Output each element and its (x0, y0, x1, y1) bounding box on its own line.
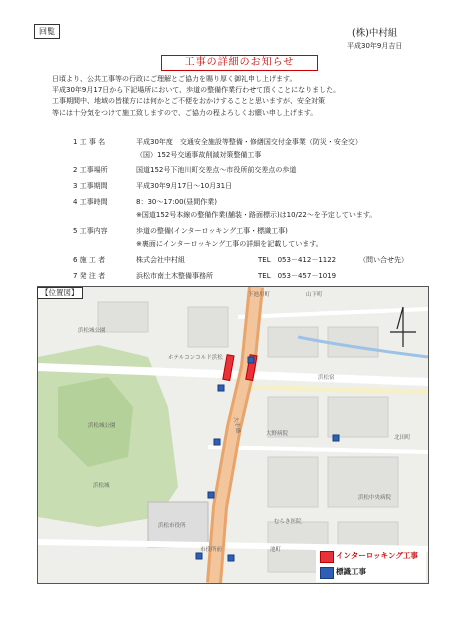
detail-value: 国道152号下池川町交差点〜市役所前交差点の歩道 (136, 166, 297, 174)
detail-note: ※裏面にインターロッキング工事の詳細を記載しています。 (136, 240, 323, 248)
detail-label: 1 工 事 名 (73, 138, 106, 146)
map-label: 浜松城公園 (88, 423, 116, 429)
map-label: 北田町 (394, 435, 411, 441)
detail-label: 2 工事場所 (73, 166, 108, 174)
map-heading: 【位置図】 (37, 287, 83, 299)
detail-value: 平成30年度 交通安全施設等整備・修繕国交付金事業（防災・安全交） (136, 138, 362, 146)
sign-marker (248, 357, 254, 363)
circulation-badge: 回覧 (34, 24, 60, 39)
legend-label-interlocking: インターロッキング工事 (336, 551, 418, 560)
detail-value: 平成30年9月17日〜10月31日 (136, 182, 233, 190)
detail-label: 5 工事内容 (73, 227, 108, 235)
map-label: 大手通 (232, 416, 241, 434)
intro-line: 日頃より、公共工事等の行政にご理解とご協力を賜り厚く御礼申し上げます。 (52, 75, 297, 83)
map-legend (316, 548, 426, 582)
map-label: ホテルコンコルド浜松 (168, 355, 223, 361)
sign-marker (208, 492, 214, 498)
map-label: 浜松城公園 (78, 328, 106, 334)
company-name: (株)中村組 (352, 28, 398, 39)
detail-value: （国）152号交通事故削減対策整備工事 (136, 151, 262, 159)
location-map (37, 286, 429, 584)
map-label: 浜松中央病院 (358, 495, 392, 501)
intro-paragraph (52, 74, 447, 119)
sign-marker (333, 435, 339, 441)
map-label: 池町 (270, 547, 282, 553)
sign-marker (218, 385, 224, 391)
map-label: 下池川町 (248, 292, 271, 298)
detail-label: 4 工事時間 (73, 198, 108, 206)
intro-line: 工事期間中、地域の皆様方には何かとご不便をおかけすることと思いますが、安全対策 (52, 97, 325, 106)
detail-value: 株式会社中村組 (136, 256, 185, 264)
map-label: 大野病院 (266, 431, 289, 437)
map-label: 市役所前 (200, 547, 223, 553)
contractor-note: （問い合せ先） (359, 256, 408, 264)
sign-marker (214, 439, 220, 445)
detail-label: 7 発 注 者 (73, 272, 106, 280)
detail-value: 浜松市南土木整備事務所 (136, 272, 213, 280)
intro-line: 等には十分気をつけて施工致しますので、ご協力の程よろしくお願い申し上げます。 (52, 108, 318, 117)
map-label: 浜松城 (93, 483, 110, 489)
legend-swatch-interlocking (320, 551, 334, 563)
legend-label-sign: 標識工事 (336, 567, 366, 576)
detail-label: 6 施 工 者 (73, 256, 106, 264)
detail-note: ※国道152号本線の整備作業(舗装・路面標示)は10/22〜を予定しています。 (136, 211, 377, 219)
map-label: むらき医院 (274, 519, 302, 525)
detail-label: 3 工事期間 (73, 182, 108, 190)
contractor-tel: TEL 053－412－1122 (258, 256, 337, 264)
sign-marker (196, 553, 202, 559)
detail-value: 8：30〜17:00(昼間作業) (136, 198, 217, 206)
page-title: 工事の詳細のお知らせ (161, 55, 318, 71)
detail-value: 歩道の整備(インターロッキング工事・標識工事) (136, 227, 288, 235)
sign-marker (228, 555, 234, 561)
legend-swatch-sign (320, 567, 334, 579)
map-canvas (38, 287, 428, 583)
intro-line: 平成30年9月17日から下記場所において、歩道の整備作業行わせて頂くことになりました。 (52, 86, 341, 95)
map-label: 浜松市役所 (158, 523, 186, 529)
issue-date: 平成30年9月吉日 (347, 42, 403, 50)
orderer-tel: TEL 053－457－1019 (258, 272, 337, 280)
map-label: 浜松宿 (318, 375, 335, 381)
map-label: 山下町 (306, 292, 323, 298)
